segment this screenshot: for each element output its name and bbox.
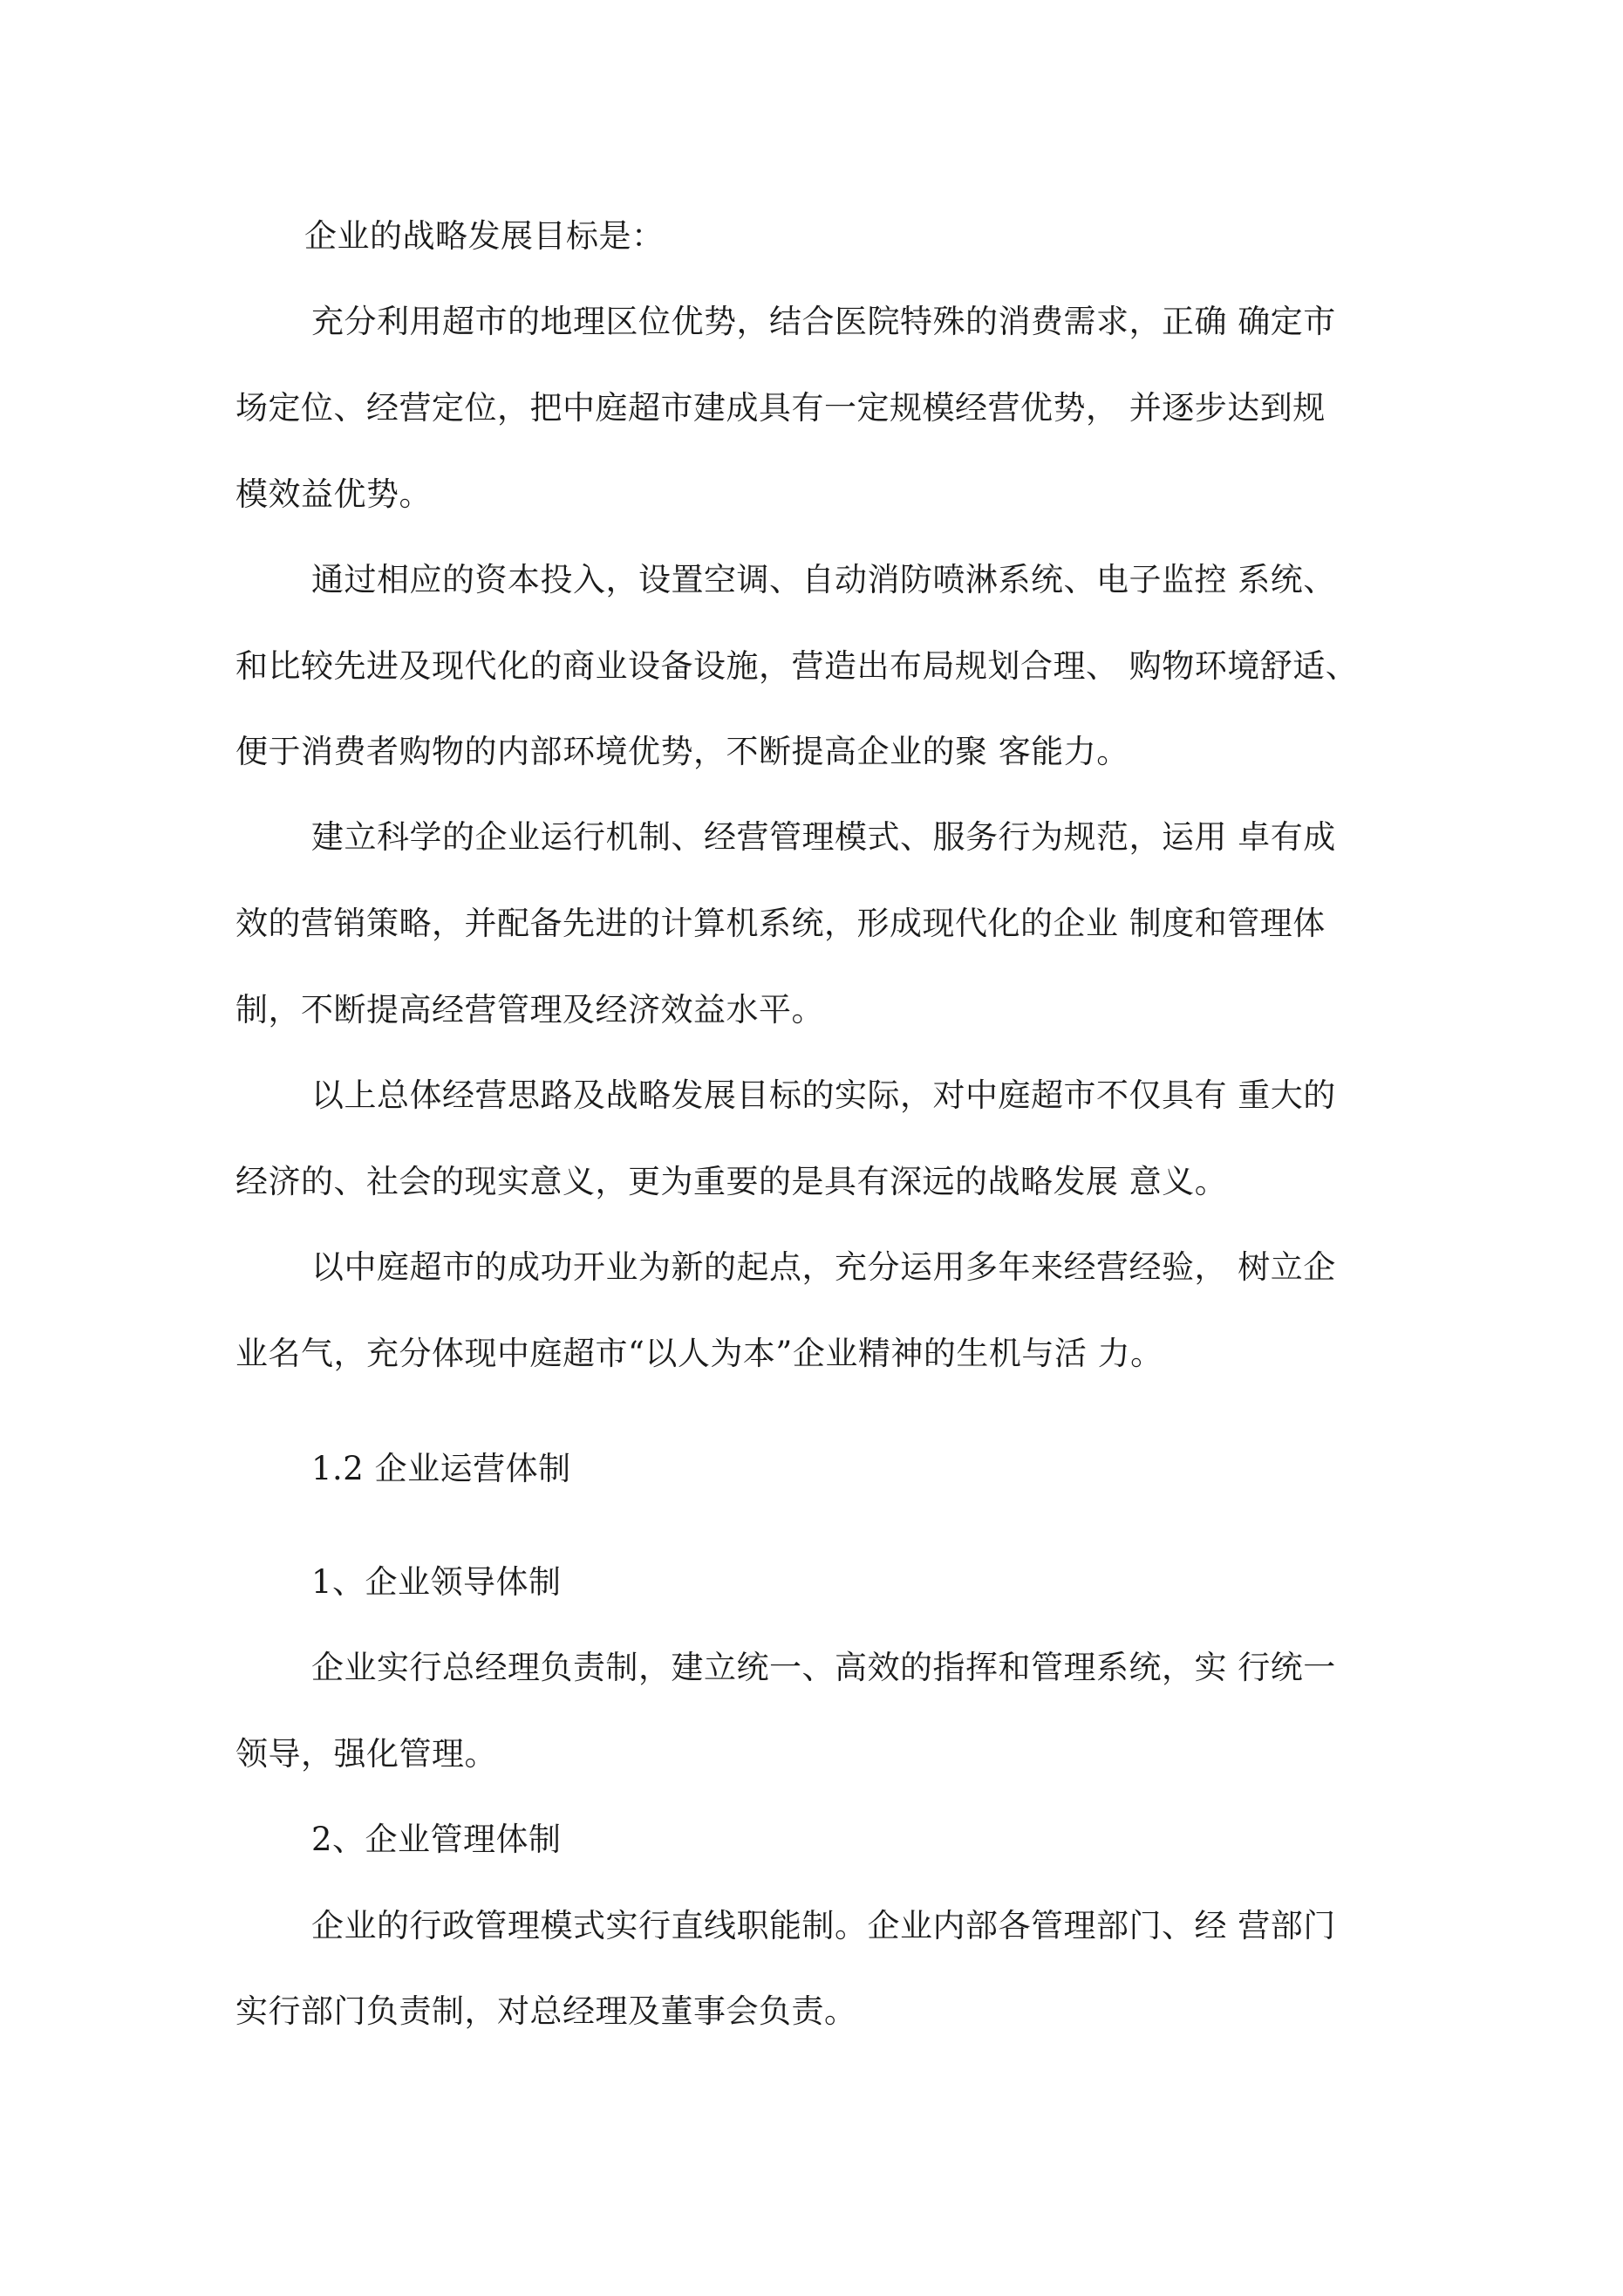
text-line: 通过相应的资本投入，设置空调、自动消防喷淋系统、电子监控 系统、 <box>311 561 1336 598</box>
text-line: 便于消费者购物的内部环境优势，不断提高企业的聚 客能力。 <box>235 733 1129 770</box>
text-line: 领导，强化管理。 <box>235 1735 497 1773</box>
text-line: 企业的战略发展目标是： <box>304 217 665 255</box>
subheading: 2、企业管理体制 <box>311 1821 562 1858</box>
text-line: 建立科学的企业运行机制、经营管理模式、服务行为规范，运用 卓有成 <box>311 818 1336 856</box>
section-heading: 1.2 企业运营体制 <box>311 1450 571 1487</box>
text-line: 场定位、经营定位，把中庭超市建成具有一定规模经营优势， 并逐步达到规 <box>235 389 1326 427</box>
text-line: 经济的、社会的现实意义，更为重要的是具有深远的战略发展 意义。 <box>235 1163 1228 1200</box>
text-line: 业名气，充分体现中庭超市“以人为本”企业精神的生机与活 力。 <box>235 1335 1163 1372</box>
text-line: 实行部门负责制，对总经理及董事会负责。 <box>235 1992 857 2030</box>
text-line: 充分利用超市的地理区位优势，结合医院特殊的消费需求，正确 确定市 <box>311 303 1336 340</box>
text-line: 和比较先进及现代化的商业设备设施，营造出布局规划合理、 购物环境舒适、 <box>235 647 1359 685</box>
text-line: 企业实行总经理负责制，建立统一、高效的指挥和管理系统，实 行统一 <box>311 1649 1336 1686</box>
text-line: 制，不断提高经营管理及经济效益水平。 <box>235 991 824 1028</box>
text-line: 企业的行政管理模式实行直线职能制。企业内部各管理部门、经 营部门 <box>311 1907 1336 1944</box>
text-line: 以上总体经营思路及战略发展目标的实际，对中庭超市不仅具有 重大的 <box>311 1076 1336 1114</box>
text-line: 效的营销策略，并配备先进的计算机系统，形成现代化的企业 制度和管理体 <box>235 905 1326 942</box>
text-line: 模效益优势。 <box>235 475 432 513</box>
text-line: 以中庭超市的成功开业为新的起点，充分运用多年来经营经验， 树立企 <box>311 1248 1336 1286</box>
subheading: 1、企业领导体制 <box>311 1563 562 1601</box>
